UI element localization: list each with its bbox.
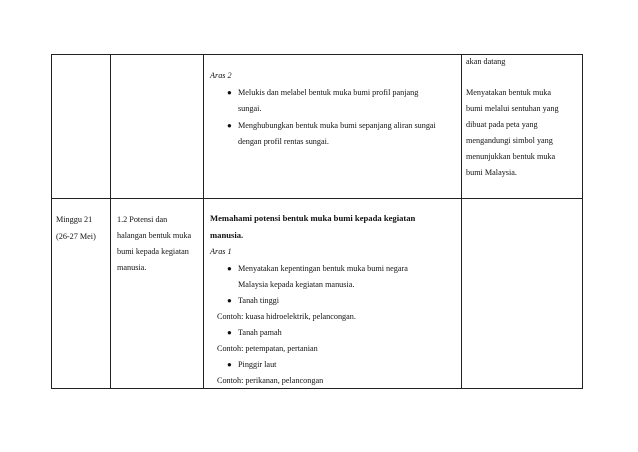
example-line: Contoh: perikanan, pelancongan xyxy=(217,376,324,385)
section-heading: Memahami potensi bentuk muka bumi kepada kegiatan xyxy=(210,213,416,223)
topic-line: halangan bentuk muka xyxy=(117,231,192,240)
cell-text-line: dibuat pada peta yang xyxy=(466,120,538,129)
cell-text-line: akan datang xyxy=(466,57,506,66)
col-border-3 xyxy=(461,54,462,388)
bullet-text-line: Menghubungkan bentuk muka bumi sepanjang aliran sungai xyxy=(238,121,436,130)
topic-line: bumi kepada kegiatan xyxy=(117,247,189,256)
col-border-left xyxy=(51,54,52,388)
topic-line: manusia. xyxy=(117,263,147,272)
bullet-text-line: Pinggir laut xyxy=(238,360,277,369)
row-divider xyxy=(51,198,583,199)
bullet-icon: ● xyxy=(227,88,232,97)
cell-text-line: bumi melalui sentuhan yang xyxy=(466,104,559,113)
cell-text-line: menunjukkan bentuk muka xyxy=(466,152,556,161)
example-line: Contoh: kuasa hidroelektrik, pelancongan. xyxy=(217,312,356,321)
level-label: Aras 2 xyxy=(210,71,232,80)
date-range: (26-27 Mei) xyxy=(56,232,96,241)
level-label: Aras 1 xyxy=(210,247,232,256)
cell-text-line: Menyatakan bentuk muka xyxy=(466,88,552,97)
col-border-right xyxy=(582,54,583,388)
section-heading: manusia. xyxy=(210,230,244,240)
cell-text-line: bumi Malaysia. xyxy=(466,168,517,177)
bullet-text-line: Malaysia kepada kegiatan manusia. xyxy=(238,280,355,289)
example-line: Contoh: petempatan, pertanian xyxy=(217,344,318,353)
cell-text-line: mengandungi simbol yang xyxy=(466,136,553,145)
bullet-text-line: sungai. xyxy=(238,104,262,113)
col-border-1 xyxy=(110,54,111,388)
bullet-icon: ● xyxy=(227,121,232,130)
bullet-icon: ● xyxy=(227,296,232,305)
bullet-icon: ● xyxy=(227,328,232,337)
week-label: Minggu 21 xyxy=(56,215,93,224)
bullet-icon: ● xyxy=(227,360,232,369)
topic-line: 1.2 Potensi dan xyxy=(117,215,168,224)
bullet-text-line: Tanah pamah xyxy=(238,328,282,337)
table-bottom-border xyxy=(51,388,583,389)
col-border-2 xyxy=(203,54,204,388)
bullet-text-line: Tanah tinggi xyxy=(238,296,280,305)
bullet-text-line: dengan profil rentas sungai. xyxy=(238,137,329,146)
bullet-text-line: Melukis dan melabel bentuk muka bumi profil panjang xyxy=(238,88,419,97)
bullet-text-line: Menyatakan kepentingan bentuk muka bumi negara xyxy=(238,264,408,273)
bullet-icon: ● xyxy=(227,264,232,273)
